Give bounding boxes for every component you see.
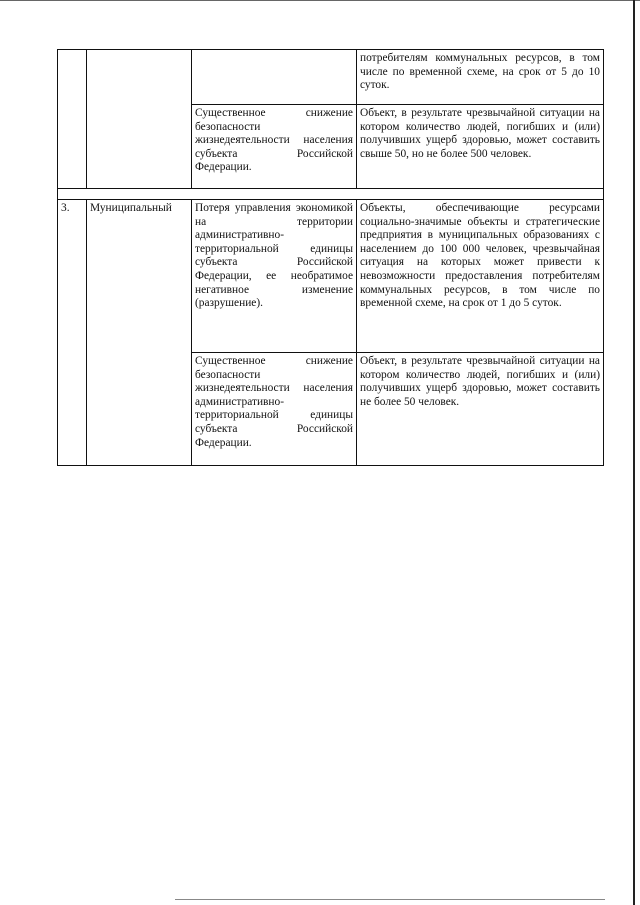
description-cell: потребителям коммунальных ресурсов, в том числе по временной схеме, на срок от 5 до 10 суток. bbox=[357, 50, 604, 105]
criterion-cell: Потеря управления экономикой на территории административно-территориальной единицы субъекта Российской Федерации, ее необратимое негативное изменение (разрушение). bbox=[192, 200, 357, 353]
level-cell bbox=[87, 50, 192, 189]
criterion-cell bbox=[192, 50, 357, 105]
row-number-cell: 3. bbox=[58, 200, 87, 466]
criteria-table bbox=[57, 49, 604, 466]
scan-right-edge bbox=[633, 0, 635, 905]
description-cell: Объекты, обеспечивающие ресурсами социально-значимые объекты и стратегические предприятия в муниципальных образованиях с населением до 100 000 человек, чрезвычайная ситуация на которых может привести к невозможности предоставления потребителям коммунальных ресурсов, в том числе по временной схеме, на срок от 1 до 5 суток. bbox=[357, 200, 604, 353]
level-cell: Муниципальный bbox=[87, 200, 192, 466]
table-row bbox=[58, 200, 604, 353]
table-group-separator bbox=[58, 189, 604, 200]
description-cell: Объект, в результате чрезвычайной ситуации на котором количество людей, погибших и (или) получивших ущерб здоровью, может составить не более 50 человек. bbox=[357, 353, 604, 466]
page-top-edge bbox=[0, 0, 640, 1]
page-bottom-edge bbox=[175, 899, 605, 900]
criterion-cell: Существенное снижение безопасности жизнедеятельности населения субъекта Российской Федерации. bbox=[192, 105, 357, 189]
description-cell: Объект, в результате чрезвычайной ситуации на котором количество людей, погибших и (или) получивших ущерб здоровью, может составить свыше 50, но не более 500 человек. bbox=[357, 105, 604, 189]
criterion-cell: Существенное снижение безопасности жизнедеятельности населения административно-территориальной единицы субъекта Российской Федерации. bbox=[192, 353, 357, 466]
table-row bbox=[58, 50, 604, 105]
row-number-cell bbox=[58, 50, 87, 189]
